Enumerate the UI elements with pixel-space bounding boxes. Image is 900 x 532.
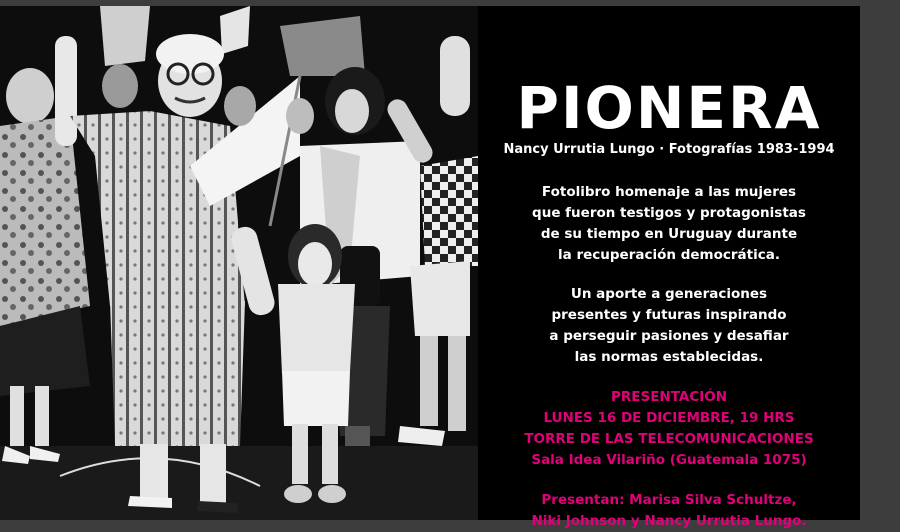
poster-title: PIONERA — [516, 74, 822, 142]
contribution-line: Un aporte a generaciones — [570, 286, 768, 302]
presentation-venue: TORRE DE LAS TELECOMUNICACIONES — [524, 431, 814, 447]
description-paragraph — [478, 182, 860, 266]
info-panel — [478, 6, 860, 529]
crowd-photo-illustration — [0, 6, 478, 520]
presentation-heading: PRESENTACIÓN — [610, 389, 728, 405]
presenters-line: Niki Johnson y Nancy Urrutia Lungo. — [531, 513, 807, 529]
presenters-block — [478, 490, 860, 532]
description-line: de su tiempo en Uruguay durante — [540, 226, 798, 242]
contribution-line: las normas establecidas. — [574, 349, 764, 365]
presenters-line: Presentan: Marisa Silva Schultze, — [541, 492, 797, 508]
contribution-line: presentes y futuras inspirando — [551, 307, 787, 323]
description-line: Fotolibro homenaje a las mujeres — [541, 184, 797, 200]
presentation-date: LUNES 16 DE DICIEMBRE, 19 HRS — [543, 410, 795, 426]
presentation-room: Sala Idea Vilariño (Guatemala 1075) — [531, 452, 807, 468]
presentation-block — [478, 387, 860, 471]
description-line: que fueron testigos y protagonistas — [532, 205, 806, 221]
poster-card — [0, 6, 860, 529]
description-line: la recuperación democrática. — [558, 247, 780, 263]
contribution-paragraph — [478, 284, 860, 368]
poster-subtitle: Nancy Urrutia Lungo · Fotografías 1983-1994 — [503, 142, 835, 157]
contribution-line: a perseguir pasiones y desafiar — [549, 328, 789, 344]
crowd-photograph — [0, 6, 478, 520]
